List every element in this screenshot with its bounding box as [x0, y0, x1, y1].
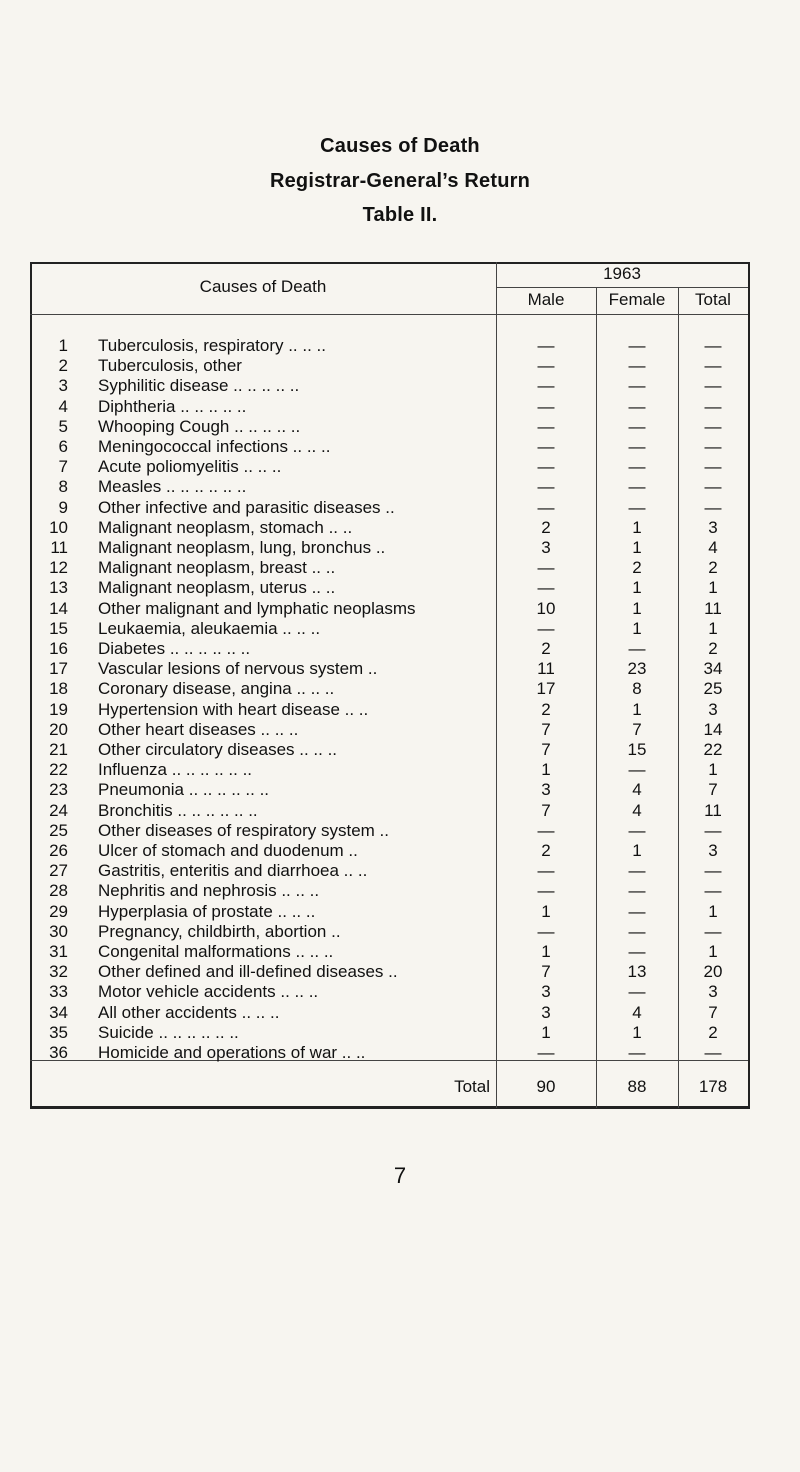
row-male: 1: [541, 760, 551, 780]
row-female: 8: [632, 679, 642, 699]
header-causes-of-death: Causes of Death: [199, 277, 327, 296]
totals-label: Total: [454, 1077, 490, 1096]
row-male: —: [537, 1043, 555, 1062]
row-female: —: [628, 356, 646, 376]
row-cause: Hypertension with heart disease .. ..: [98, 699, 369, 719]
row-total: 2: [708, 1022, 718, 1042]
table-row: [30, 476, 748, 497]
row-female: —: [628, 639, 646, 658]
row-female: —: [628, 457, 646, 477]
row-total: —: [704, 416, 722, 436]
table-row: [30, 941, 748, 962]
row-female: —: [628, 477, 646, 497]
row-male: 11: [537, 659, 555, 679]
row-male: 3: [541, 780, 551, 800]
table-row: [30, 840, 748, 861]
row-total: —: [704, 921, 722, 941]
table-row: [30, 416, 748, 437]
totals-total: 178: [698, 1077, 728, 1096]
row-total: 20: [703, 962, 723, 982]
row-number: 26: [49, 841, 68, 860]
row-male: —: [537, 497, 555, 517]
row-cause: Meningococcal infections .. .. ..: [98, 437, 331, 456]
row-number: 35: [49, 1022, 68, 1042]
row-female: —: [628, 396, 646, 416]
table-row: [30, 860, 748, 881]
row-female: 15: [627, 740, 647, 759]
row-number: 17: [49, 659, 68, 679]
row-male: 1: [541, 1022, 551, 1042]
table-row: [30, 759, 748, 780]
row-total: 2: [708, 558, 718, 578]
row-female: 1: [632, 538, 642, 557]
row-cause: Motor vehicle accidents .. .. ..: [98, 982, 319, 1002]
row-cause: Pregnancy, childbirth, abortion ..: [98, 921, 341, 941]
row-cause: Diphtheria .. .. .. .. ..: [98, 396, 247, 416]
table-row: [30, 981, 748, 1002]
row-total: 34: [703, 659, 723, 679]
row-number: 7: [58, 457, 68, 477]
row-total: 4: [708, 538, 718, 557]
table-row: [30, 820, 748, 841]
row-number: 13: [49, 578, 68, 598]
heading-table-ii: Table II.: [362, 204, 438, 226]
row-male: 7: [541, 962, 551, 982]
row-female: —: [628, 881, 646, 901]
row-total: 11: [704, 800, 722, 820]
table-row: [30, 739, 748, 760]
header-year: 1963: [603, 264, 641, 283]
row-cause: Other heart diseases .. .. ..: [98, 719, 299, 739]
row-male: —: [537, 881, 555, 901]
row-number: 6: [58, 437, 68, 456]
row-cause: All other accidents .. .. ..: [98, 1002, 280, 1022]
row-female: —: [628, 820, 646, 840]
row-female: 4: [632, 1002, 642, 1022]
row-total: —: [704, 820, 722, 840]
row-number: 29: [49, 901, 68, 921]
row-male: 17: [536, 679, 556, 699]
row-male: 2: [541, 699, 551, 719]
row-total: —: [704, 457, 722, 477]
row-male: —: [537, 376, 555, 396]
header-male: Male: [527, 290, 565, 309]
row-female: 13: [627, 962, 647, 982]
table-row: [30, 618, 748, 639]
row-male: 7: [541, 740, 551, 759]
row-number: 20: [49, 719, 68, 739]
table-row: [30, 658, 748, 679]
totals-row: [30, 1076, 748, 1097]
row-number: 15: [49, 618, 68, 638]
row-female: —: [628, 1043, 646, 1062]
row-cause: Measles .. .. .. .. .. ..: [98, 477, 247, 497]
row-number: 4: [58, 396, 68, 416]
row-male: 7: [541, 800, 551, 820]
row-cause: Malignant neoplasm, lung, bronchus ..: [98, 538, 386, 557]
row-total: —: [704, 356, 722, 376]
row-female: —: [628, 336, 646, 355]
row-total: 3: [708, 699, 718, 719]
row-total: 7: [708, 1002, 718, 1022]
table-row: [30, 699, 748, 720]
row-cause: Vascular lesions of nervous system ..: [98, 659, 378, 679]
row-female: 1: [632, 841, 642, 860]
row-cause: Ulcer of stomach and duodenum ..: [98, 841, 358, 860]
table-row: [30, 880, 748, 901]
row-female: 4: [632, 800, 642, 820]
row-male: 3: [541, 982, 551, 1002]
row-male: —: [537, 558, 555, 578]
row-total: 14: [703, 719, 723, 739]
row-cause: Diabetes .. .. .. .. .. ..: [98, 639, 251, 658]
row-total: 1: [708, 760, 718, 780]
row-number: 23: [49, 780, 68, 800]
row-number: 24: [49, 800, 68, 820]
row-male: 3: [541, 1002, 551, 1022]
row-male: —: [537, 618, 555, 638]
row-male: —: [537, 820, 555, 840]
table-row: [30, 678, 748, 699]
row-cause: Other malignant and lymphatic neoplasms: [98, 598, 416, 618]
heading-registrar-general-return: Registrar-General’s Return: [269, 170, 531, 192]
row-total: 3: [708, 982, 718, 1002]
table-row: [30, 375, 748, 396]
row-male: 7: [541, 719, 551, 739]
table-row: [30, 800, 748, 821]
row-total: —: [704, 437, 722, 456]
heading-causes-of-death: Causes of Death: [320, 135, 480, 157]
row-female: —: [628, 921, 646, 941]
table-row: [30, 537, 748, 558]
table-row: [30, 456, 748, 477]
row-male: 3: [541, 538, 551, 557]
row-male: —: [537, 416, 555, 436]
totals-male: 90: [536, 1077, 556, 1096]
row-total: —: [704, 376, 722, 396]
table-row: [30, 719, 748, 740]
row-cause: Homicide and operations of war .. ..: [98, 1043, 366, 1062]
row-male: —: [537, 861, 555, 881]
table-bottom-border: [30, 1106, 750, 1109]
row-female: —: [628, 861, 646, 881]
table-row: [30, 638, 748, 659]
row-number: 3: [58, 376, 68, 396]
row-number: 21: [49, 740, 68, 759]
table-row: [30, 901, 748, 922]
table-row: [30, 517, 748, 538]
row-male: 2: [541, 841, 551, 860]
row-cause: Other infective and parasitic diseases ..: [98, 497, 395, 517]
header-year-rule: [496, 287, 748, 288]
row-female: 1: [632, 598, 642, 618]
row-total: 3: [708, 841, 718, 860]
row-total: —: [704, 336, 722, 355]
row-total: 1: [708, 901, 718, 921]
row-total: —: [704, 497, 722, 517]
table-row: [30, 577, 748, 598]
row-female: —: [628, 416, 646, 436]
row-total: —: [704, 477, 722, 497]
row-cause: Hyperplasia of prostate .. .. ..: [98, 901, 316, 921]
row-female: —: [628, 942, 646, 961]
row-total: 1: [708, 618, 718, 638]
row-female: —: [628, 982, 646, 1002]
row-cause: Gastritis, enteritis and diarrhoea .. ..: [98, 861, 368, 881]
totals-female: 88: [627, 1077, 647, 1096]
header-total: Total: [695, 290, 731, 309]
row-male: —: [537, 457, 555, 477]
table-row: [30, 598, 748, 619]
table-row: [30, 355, 748, 376]
row-number: 27: [49, 861, 68, 881]
row-male: —: [537, 336, 555, 355]
row-cause: Tuberculosis, other: [98, 356, 242, 376]
row-total: —: [704, 881, 722, 901]
row-total: —: [704, 1043, 722, 1062]
row-female: —: [628, 901, 646, 921]
row-female: —: [628, 497, 646, 517]
row-cause: Other diseases of respiratory system ..: [98, 820, 389, 840]
table-row: [30, 1002, 748, 1023]
row-cause: Congenital malformations .. .. ..: [98, 942, 334, 961]
row-female: 7: [632, 719, 642, 739]
row-number: 9: [58, 497, 68, 517]
row-cause: Coronary disease, angina .. .. ..: [98, 679, 335, 699]
table-row: [30, 961, 748, 982]
row-cause: Influenza .. .. .. .. .. ..: [98, 760, 253, 780]
row-male: 2: [541, 517, 551, 537]
row-number: 8: [58, 477, 68, 497]
row-cause: Nephritis and nephrosis .. .. ..: [98, 881, 320, 901]
row-number: 36: [49, 1043, 68, 1062]
row-female: —: [628, 760, 646, 780]
row-number: 32: [49, 962, 68, 982]
row-female: 1: [632, 1022, 642, 1042]
row-male: —: [537, 921, 555, 941]
header-female: Female: [608, 290, 666, 309]
table-row: [30, 921, 748, 942]
row-number: 1: [58, 336, 68, 355]
row-male: —: [537, 437, 555, 456]
row-number: 10: [49, 517, 68, 537]
table-row: [30, 497, 748, 518]
row-female: 1: [632, 517, 642, 537]
row-cause: Pneumonia .. .. .. .. .. ..: [98, 780, 270, 800]
row-cause: Malignant neoplasm, stomach .. ..: [98, 517, 353, 537]
row-number: 16: [49, 639, 68, 658]
row-cause: Malignant neoplasm, breast .. ..: [98, 558, 336, 578]
row-number: 11: [50, 538, 68, 557]
page-number: 7: [393, 1163, 407, 1188]
row-male: —: [537, 396, 555, 416]
table-row: [30, 396, 748, 417]
row-cause: Bronchitis .. .. .. .. .. ..: [98, 800, 258, 820]
row-cause: Syphilitic disease .. .. .. .. ..: [98, 376, 300, 396]
row-number: 34: [49, 1002, 68, 1022]
row-total: 2: [708, 639, 718, 658]
row-number: 25: [49, 820, 68, 840]
table-row: [30, 335, 748, 356]
table-row: [30, 1022, 748, 1043]
header-bottom-rule: [30, 314, 748, 315]
row-male: 1: [541, 901, 551, 921]
table-row: [30, 557, 748, 578]
table-row: [30, 1042, 748, 1063]
row-cause: Whooping Cough .. .. .. .. ..: [98, 416, 301, 436]
row-number: 31: [49, 942, 68, 961]
row-male: —: [537, 477, 555, 497]
row-female: —: [628, 376, 646, 396]
row-total: —: [704, 861, 722, 881]
row-total: 7: [708, 780, 718, 800]
row-cause: Suicide .. .. .. .. .. ..: [98, 1022, 239, 1042]
row-number: 2: [58, 356, 68, 376]
row-total: 3: [708, 517, 718, 537]
table-row: [30, 436, 748, 457]
row-total: 22: [703, 740, 723, 759]
row-cause: Other defined and ill-defined diseases ..: [98, 962, 398, 982]
row-male: —: [537, 356, 555, 376]
row-female: 2: [632, 558, 642, 578]
row-male: 1: [541, 942, 551, 961]
row-cause: Malignant neoplasm, uterus .. ..: [98, 578, 336, 598]
row-cause: Leukaemia, aleukaemia .. .. ..: [98, 618, 321, 638]
row-total: 1: [708, 578, 718, 598]
row-female: 23: [627, 659, 647, 679]
row-number: 30: [49, 921, 68, 941]
table-row: [30, 779, 748, 800]
row-male: 2: [541, 639, 551, 658]
row-total: 1: [708, 942, 718, 961]
row-number: 12: [49, 558, 68, 578]
row-number: 22: [49, 760, 68, 780]
row-number: 14: [49, 598, 68, 618]
row-male: 10: [536, 598, 556, 618]
row-male: —: [537, 578, 555, 598]
row-total: 25: [703, 679, 723, 699]
row-female: 1: [632, 618, 642, 638]
row-female: 4: [632, 780, 642, 800]
row-total: 11: [704, 598, 722, 618]
row-number: 33: [49, 982, 68, 1002]
causes-of-death-table: [30, 262, 748, 1472]
row-number: 19: [49, 699, 68, 719]
row-number: 5: [58, 416, 68, 436]
table-right-border: [748, 262, 750, 1108]
row-female: 1: [632, 578, 642, 598]
row-female: 1: [632, 699, 642, 719]
row-cause: Other circulatory diseases .. .. ..: [98, 740, 338, 759]
row-number: 28: [49, 881, 68, 901]
row-total: —: [704, 396, 722, 416]
row-number: 18: [49, 679, 68, 699]
row-cause: Acute poliomyelitis .. .. ..: [98, 457, 282, 477]
row-cause: Tuberculosis, respiratory .. .. ..: [98, 336, 326, 355]
row-female: —: [628, 437, 646, 456]
